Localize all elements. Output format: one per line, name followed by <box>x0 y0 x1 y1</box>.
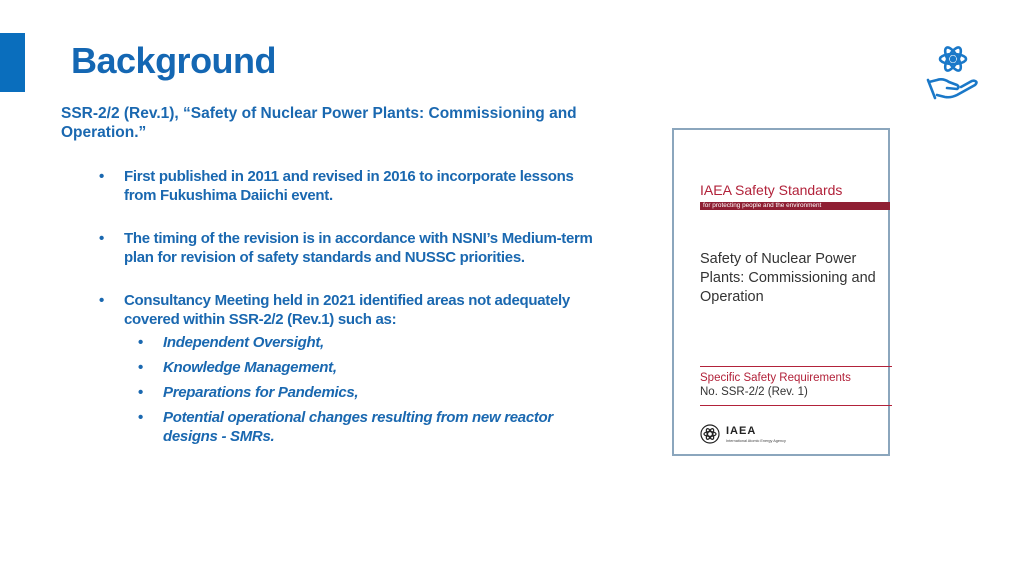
sub-bullet-text: Knowledge Management, <box>163 359 337 376</box>
sub-bullet-text: Independent Oversight, <box>163 334 324 351</box>
publication-cover <box>672 128 890 456</box>
atom-hand-icon <box>925 42 981 104</box>
bullet-dot: • <box>99 168 104 185</box>
bullet-dot: • <box>99 292 104 309</box>
bullet-list <box>95 167 595 470</box>
cover-document-title: Safety of Nuclear Power Plants: Commissioning and Operation <box>700 251 876 305</box>
page-title: Background <box>71 40 277 81</box>
cover-series-title: IAEA Safety Standards <box>700 182 843 198</box>
sub-list-item <box>124 358 595 377</box>
sub-bullet-list <box>124 333 595 446</box>
subtitle: SSR-2/2 (Rev.1), “Safety of Nuclear Power Plants: Commissioning and Operation.” <box>61 105 577 141</box>
sub-list-item <box>124 408 595 446</box>
bullet-dot: • <box>99 230 104 247</box>
cover-document-number: No. SSR-2/2 (Rev. 1) <box>700 386 808 398</box>
cover-divider <box>700 405 892 406</box>
list-item <box>95 229 595 267</box>
accent-bar <box>0 33 25 92</box>
sub-bullet-text: Preparations for Pandemics, <box>163 384 359 401</box>
bullet-dot: • <box>138 359 143 376</box>
bullet-text: Consultancy Meeting held in 2021 identified areas not adequately covered within SSR-2/2 (Rev.1) such as: <box>124 292 570 328</box>
sub-list-item <box>124 383 595 402</box>
bullet-dot: • <box>138 409 143 426</box>
cover-divider <box>700 366 892 367</box>
bullet-dot: • <box>138 384 143 401</box>
list-item <box>95 291 595 446</box>
cover-tagline-band: for protecting people and the environment <box>700 202 890 210</box>
cover-category: Specific Safety Requirements <box>700 372 851 384</box>
iaea-logo-icon <box>700 424 720 444</box>
cover-logo-text: IAEA <box>726 425 757 437</box>
bullet-dot: • <box>138 334 143 351</box>
sub-list-item <box>124 333 595 352</box>
bullet-text: The timing of the revision is in accordance with NSNI’s Medium-term plan for revision of safety standards and NUSSC priorities. <box>124 230 593 266</box>
sub-bullet-text: Potential operational changes resulting from new reactor designs - SMRs. <box>163 409 553 445</box>
list-item <box>95 167 595 205</box>
bullet-text: First published in 2011 and revised in 2016 to incorporate lessons from Fukushima Daiichi event. <box>124 168 574 204</box>
cover-agency-name: International Atomic Energy Agency <box>726 439 786 443</box>
